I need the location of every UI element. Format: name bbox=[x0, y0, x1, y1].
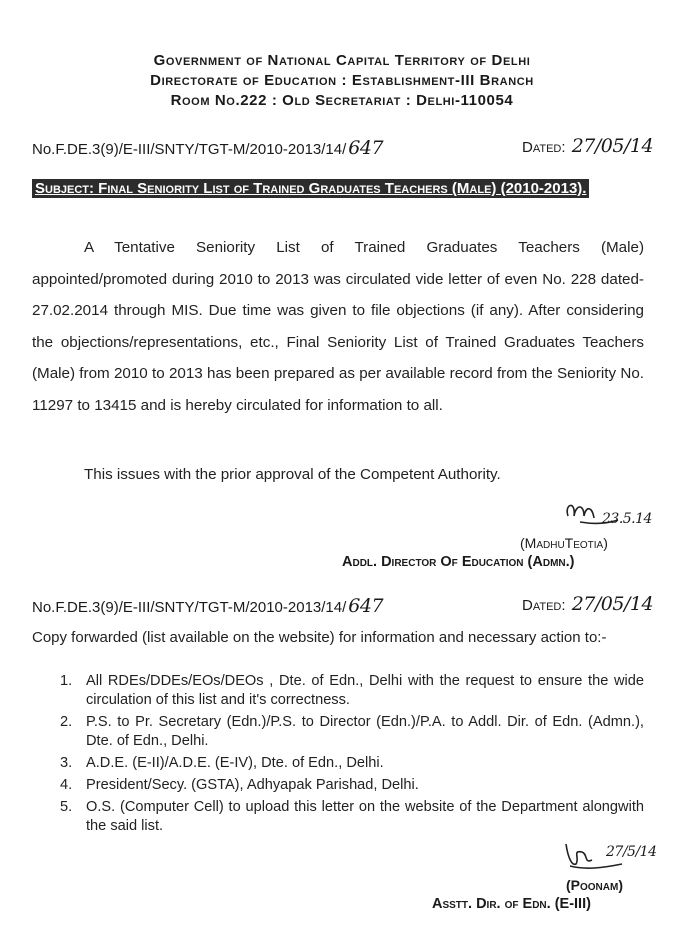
subject-line bbox=[32, 178, 644, 199]
reference-number-2-text: No.F.DE.3(9)/E-III/SNTY/TGT-M/2010-2013/14/ bbox=[32, 599, 347, 616]
list-item-text: President/Secy. (GSTA), Adhyapak Parishad, Delhi. bbox=[86, 777, 419, 793]
date-2-label: Dated: bbox=[522, 597, 566, 614]
letterhead-line-1: Government of National Capital Territory of Delhi bbox=[153, 52, 531, 69]
list-item bbox=[32, 672, 644, 710]
copy-forwarded-intro: Copy forwarded (list available on the website) for information and necessary action to:- bbox=[32, 629, 607, 646]
body-paragraph: A Tentative Seniority List of Trained Graduates Teachers (Male) appointed/promoted during 2010 to 2013 was circulated vide letter of even No. 228 dated-27.02.2014 through MIS. Due time was given to file objections (if any). After considering the objections/representations, etc., Final Seniority List of Trained Graduates Teachers (Male) from 2010 to 2013 has been prepared as per available record from the Seniority No. 11297 to 13415 and is hereby circulated for information to all. bbox=[32, 239, 644, 414]
list-item-text: A.D.E. (E-II)/A.D.E. (E-IV), Dte. of Edn., Delhi. bbox=[86, 755, 384, 771]
signatory-2-designation: Asstt. Dir. of Edn. (E-III) bbox=[432, 896, 591, 912]
signature-1-date: 23.5.14 bbox=[602, 511, 652, 527]
list-item bbox=[32, 754, 644, 773]
signatory-1-designation: Addl. Director Of Education (Admn.) bbox=[342, 554, 575, 570]
list-item-text: O.S. (Computer Cell) to upload this letter on the website of the Department alongwith the said list. bbox=[86, 799, 644, 834]
letterhead-line-2: Directorate of Education : Establishment-III Branch bbox=[150, 72, 534, 89]
reference-number-text: No.F.DE.3(9)/E-III/SNTY/TGT-M/2010-2013/14/ bbox=[32, 141, 347, 158]
list-item bbox=[32, 713, 644, 751]
reference-number-handwritten: 647 bbox=[348, 137, 384, 159]
list-item bbox=[32, 798, 644, 836]
list-item-number: 2. bbox=[60, 714, 73, 730]
letterhead-line-3: Room No.222 : Old Secretariat : Delhi-110054 bbox=[170, 92, 514, 109]
reference-number-2-handwritten: 647 bbox=[348, 595, 384, 617]
distribution-list bbox=[32, 672, 644, 839]
list-item-text: All RDEs/DDEs/EOs/DEOs , Dte. of Edn., Delhi with the request to ensure the wide circulation of this list and it's correctness. bbox=[86, 673, 644, 708]
approval-statement: This issues with the prior approval of the Competent Authority. bbox=[84, 466, 501, 483]
list-item-number: 4. bbox=[60, 777, 73, 793]
reference-date bbox=[522, 135, 653, 157]
list-item-number: 3. bbox=[60, 755, 73, 771]
subject-text: Subject: Final Seniority List of Trained Graduates Teachers (Male) (2010-2013). bbox=[32, 179, 589, 198]
date-handwritten: 27/05/14 bbox=[571, 135, 654, 157]
date-label: Dated: bbox=[522, 139, 566, 156]
signatory-1-name: (MadhuTeotia) bbox=[520, 535, 608, 551]
reference-number bbox=[32, 137, 383, 159]
list-item-number: 5. bbox=[60, 799, 73, 815]
date-2-handwritten: 27/05/14 bbox=[571, 593, 654, 615]
list-item-number: 1. bbox=[60, 673, 73, 689]
reference-number-2 bbox=[32, 595, 383, 617]
list-item bbox=[32, 776, 644, 795]
signature-2-date: 27/5/14 bbox=[606, 844, 657, 860]
signatory-2-name: (Poonam) bbox=[566, 877, 623, 893]
list-item-text: P.S. to Pr. Secretary (Edn.)/P.S. to Director (Edn.)/P.A. to Addl. Dir. of Edn. (Admn.), Dte. of Edn., Delhi. bbox=[86, 714, 644, 749]
reference-date-2 bbox=[522, 593, 653, 615]
